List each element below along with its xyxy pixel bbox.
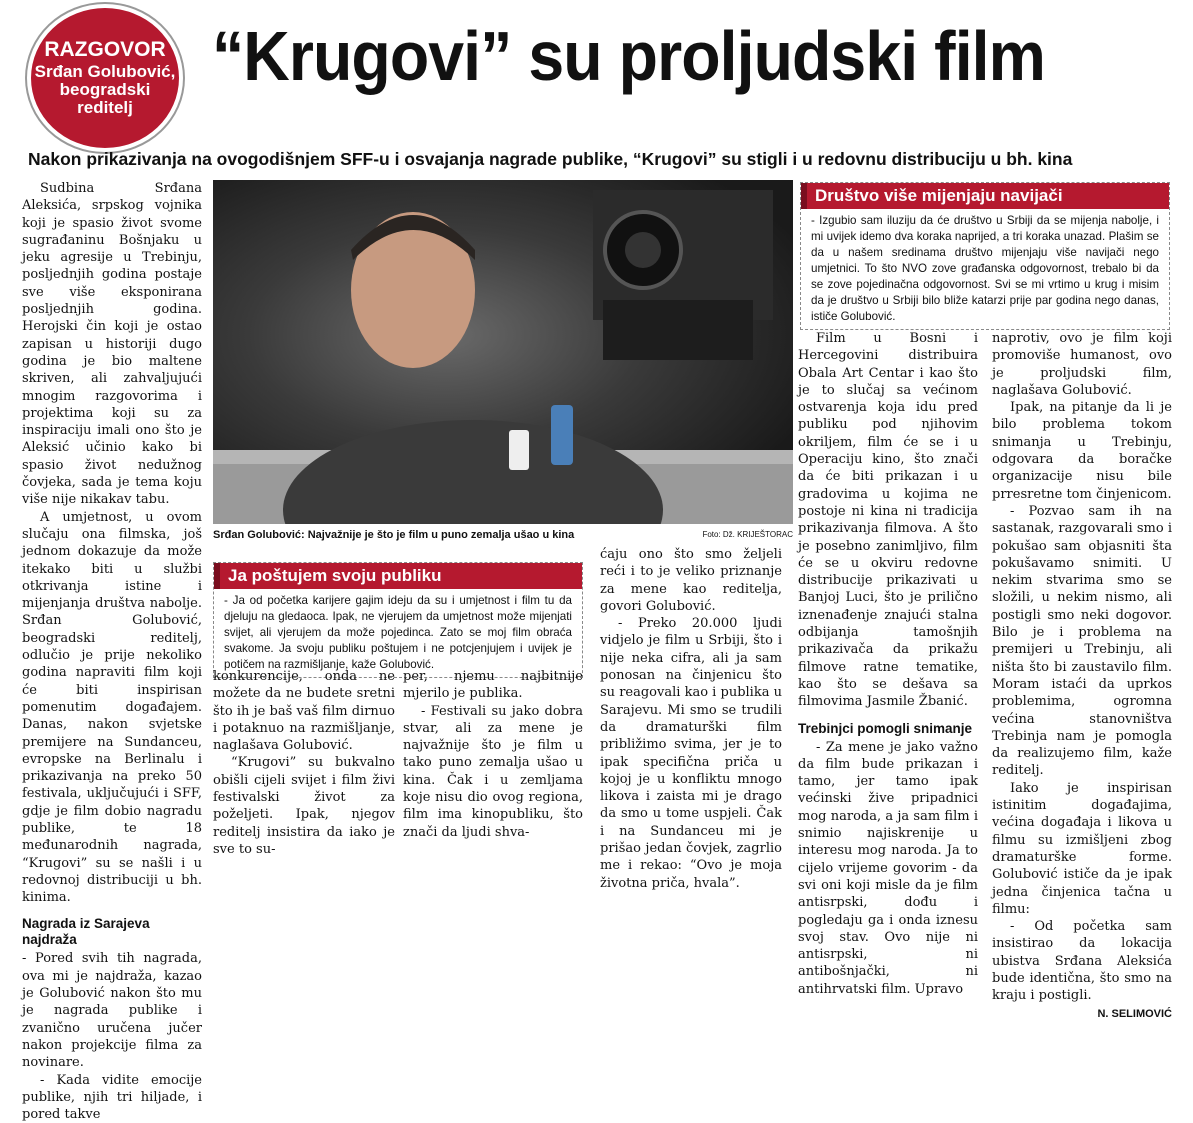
column-3: [403, 668, 583, 841]
paragraph: Iako je inspirisan istinitim događajima, većina događaja i likova u filmu su izmišljeni zbog dramaturške forme. Golubović ističe da je ipak jedna činjenica tačna u filmu:: [992, 780, 1172, 917]
article-deck: Nakon prikazivanja na ovogodišnjem SFF-u i osvajanja nagrade publike, “Krugovi” su stigli i u redovnu distribuciju u bh. kina: [28, 149, 1073, 169]
paragraph: A umjetnost, u ovom slučaju ona filmska, još jednom dokazuje da može itekako biti u službi otkrivanja istine i mijenjanja društva nabolje. Srđan Golubović, beogradski reditelj, odlučio je prije nekoliko godina napraviti film koji će biti inspirisan pomenutim događajem. Danas, nakon svjetske premijere na Sundanceu, evropske na Berlinalu i prikazivanja na preko 50 festivala, uključujući i SFF, gdje je film dobio nagradu publike, te 18 međunarodnih nagrada, “Krugovi” su se našli i u redovnoj distribuciji u bh. kinima.: [22, 509, 202, 906]
photo-illustration: [213, 180, 793, 524]
paragraph: - Od početka sam insistirao da lokacija ubistva Srđana Aleksića bude identična, što smo na kraju i postigli.: [992, 919, 1172, 1004]
photo-credit: Foto: Dž. KRIJEŠTORAC: [702, 530, 793, 539]
paragraph: per, njemu najbitnije mjerilo je publika.: [403, 669, 583, 702]
column-5: [798, 330, 978, 998]
column-4: [600, 546, 782, 892]
photo-caption: Srđan Golubović: Najvažnije je što je film u puno zemalja ušao u kina: [213, 529, 575, 541]
paragraph: “Krugovi” su bukvalno obišli cijeli svijet i film živi festivalski život za poželjeti. Ipak, njegov reditelj insistira da iako je sve to su-: [213, 755, 395, 857]
badge-kicker: RAZGOVOR: [44, 38, 166, 62]
subheading: Nagrada iz Sarajeva najdraža: [22, 916, 150, 948]
author-signature: N. SELIMOVIĆ: [1097, 1007, 1172, 1020]
article-headline: “Krugovi” su proljudski film: [212, 17, 1045, 95]
sidebar-box-navijaci: [800, 182, 1170, 330]
column-2: [213, 668, 395, 858]
paragraph: Film u Bosni i Hercegovini distribuira Obala Art Centar i kao što je to slučaj sa većinom ostvarenja koja idu pred publiku pod njihovim okriljem, film će se i u Operaciju kino, što znači da će biti prikazan i u gradovima u kojima ne postoje ni kina ni tradicija prikazivanja filmova. A što je posebno zanimljivo, film će se u okviru redovne distribucije prikazivati u Banjoj Luci, što je prilično iznenađenje znajući stalna odbijanja tamošnjih prikazivača da prikažu filmove ratne tematike, kao što se dešava sa filmovima Jasmile Žbanić.: [798, 331, 978, 710]
paragraph: - Festivali su jako dobra stvar, ali za mene je najvažnije što je film u tako puno zemalja ušao u kina. Čak i u zemljama koje nisu dio ovog regiona, film ima kinopubliku, što znači da ljudi shva-: [403, 703, 583, 840]
sidebar-box-text: - Ja od početka karijere gajim ideju da su i umjetnost i film tu da djeluju na gledaoca. Ipak, ne vjerujem da umjetnost može mijenjati svijet, ali vjerujem da može pojedinca. Zato se moj film obraća svakome. Ja svoju publiku poštujem i ne potcjenjujem i uvijek je potičem na razmišljanje, kaže Golubović.: [224, 594, 572, 671]
paragraph: konkurencije, onda ne možete da ne budete sretni što ih je baš vaš film dirnuo i potaknuo na razmišljanje, naglašava Golubović.: [213, 669, 395, 754]
sidebar-box-title: Društvo više mijenjaju navijači: [801, 183, 1169, 209]
section-badge: [27, 4, 183, 152]
column-1: [22, 180, 202, 1123]
paragraph: Sudbina Srđana Aleksića, srpskog vojnika koji je spasio život svome sugrađaninu Bošnjaku u jeku agresije u Trebinju, posljednjih godina postaje sve više eksponirana posljednjih godina. Herojski čin koji je ostao zapisan u historiji dugo godina je bio maltene skriven, ali zahvaljujući mnogim razgovorima i projektima koji su za inspiraciju imali ono što je Aleksić učinio kako bi spasio život nedužnog čovjeka, sada je tema koju više nije nikakav tabu.: [22, 181, 202, 508]
paragraph: naprotiv, ovo je film koji promoviše humanost, ovo je proljudski film, naglašava Golubović.: [992, 331, 1172, 398]
column-6: [992, 330, 1172, 1023]
paragraph: - Za mene je jako važno da film bude prikazan i tamo, jer tamo ipak većinski žive pripadnici mog naroda, a ja sam film i snimio najiskrenije u interesu mog naroda. Ja to cijelo vrijeme govorim - da svi oni koji misle da je film antisrpski, dođu i pogledaju ga i onda iznesu svoj stav. Ovo nije ni antisrpski, ni antibošnjački, ni antihrvatski film. Upravo: [798, 739, 978, 997]
subheading: Trebinjci pomogli snimanje: [798, 720, 973, 736]
sidebar-box-publika: [213, 562, 583, 678]
paragraph: - Kada vidite emocije publike, njih tri hiljade, i pored takve: [22, 1072, 202, 1123]
paragraph: - Pored svih tih nagrada, ova mi je najdraža, kazao je Golubović nakon što mu je nagrada publike i zvanično uručena jučer nakon projekcije filma za novinare.: [22, 951, 202, 1071]
sidebar-box-title: Ja poštujem svoju publiku: [214, 563, 582, 589]
badge-name: Srđan Golubović, beogradski reditelj: [34, 62, 176, 117]
paragraph: ćaju ono što smo željeli reći i to je veliko priznanje za mene kao reditelja, govori Golubović.: [600, 547, 782, 614]
paragraph: - Pozvao sam ih na sastanak, razgovarali smo i pokušao sam objasniti šta pokušavamo snimiti. U nekim stvarima smo se složili, u nekim nismo, ali postigli smo neki dogovor. Bilo je i problema na premijeri u Trebinju, ali ništa što bi zaustavilo film. Moram istaći da uprkos problemima, ogromna većina stanovništva Trebinja nam je pomogla da realizujemo film, kaže reditelj.: [992, 503, 1172, 779]
photo-caption-row: [213, 529, 793, 541]
paragraph: - Preko 20.000 ljudi vidjelo je film u Srbiji, što i nije neka cifra, ali ja sam ponosan na činjenicu što su reagovali kao i publika u Sarajevu. Mi smo se trudili da dramaturški film približimo svima, jer je to ipak specifična priča u kojoj je u konfliktu mnogo likova i zaista mi je drago da smo u tome uspjeli. Čak i na Sundanceu mi je prišao jedan čovjek, zagrlio me i rekao: “Ovo je moja životna priča, hvala”.: [600, 616, 782, 891]
paragraph: Ipak, na pitanje da li je bilo problema tokom snimanja u Trebinju, odgovara da boračke organizacije nisu bile prresretne tom činjenicom.: [992, 400, 1172, 502]
article-photo: [213, 180, 793, 524]
sidebar-box-text: - Izgubio sam iluziju da će društvo u Srbiji da se mijenja nabolje, i mi uvijek idemo dva koraka naprijed, a tri koraka unazad. Plašim se da u našem sredinama društvo mijenjaju više navijači nego umjetnici. To što NVO zove građanska odgovornost, trebalo bi da se zove pojedinačna odgovornost. Svi se mi vrtimo u krug i misim da je društvo u Srbiji bilo bliže katarzi prije par godina nego danas, ističe Golubović.: [811, 214, 1159, 323]
